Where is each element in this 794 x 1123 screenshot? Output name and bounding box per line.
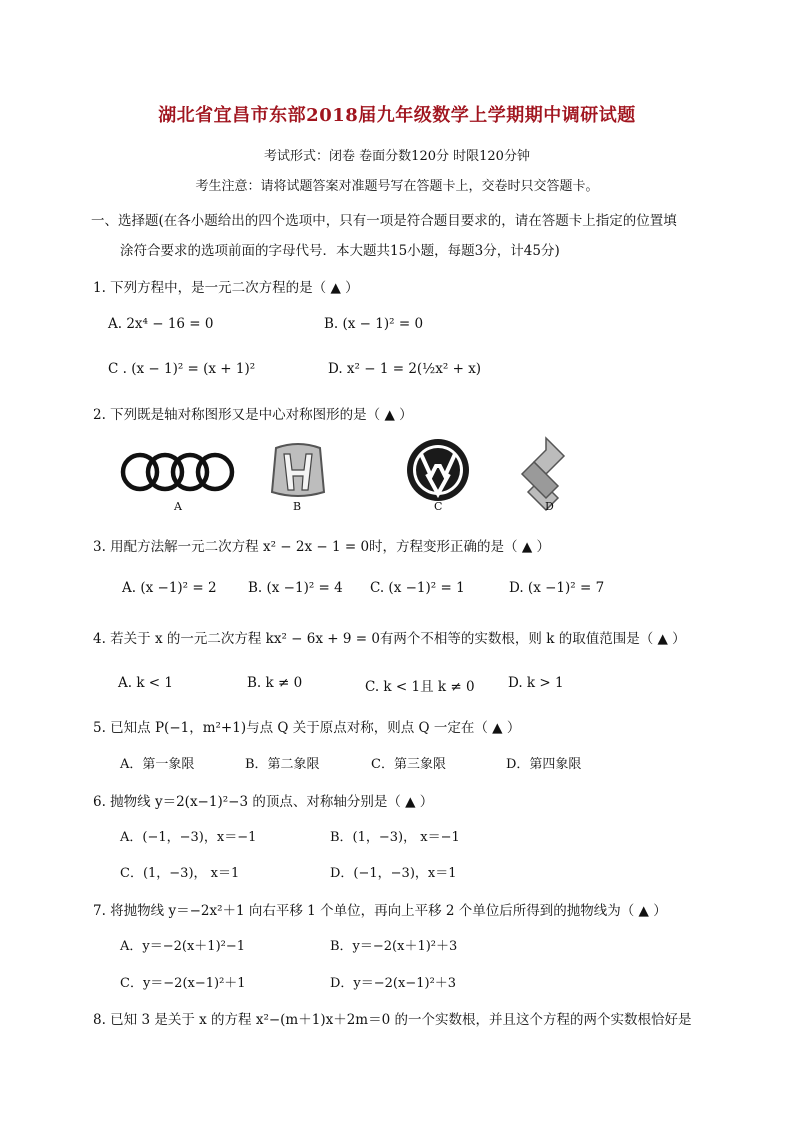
question-4-option-c: C. k < 1且 k ≠ 0 <box>365 679 475 695</box>
figure-label-b: B <box>293 500 302 513</box>
question-7-option-d: D．y＝−2(x−1)²＋3 <box>330 976 457 991</box>
question-6-option-d: D．(−1，−3)，x＝1 <box>330 866 457 881</box>
exam-notice: 考生注意：请将试题答案对准题号写在答题卡上，交卷时只交答题卡。 <box>195 179 599 194</box>
figure-label-a: A <box>174 500 182 513</box>
question-6-stem: 6. 抛物线 y＝2(x−1)²−3 的顶点、对称轴分别是（ ▲ ） <box>93 794 434 810</box>
audi-rings-icon <box>123 455 232 489</box>
question-6-option-b: B．(1，−3)， x＝−1 <box>330 830 460 845</box>
suzuki-logo-icon <box>522 438 564 510</box>
question-1-option-c: C . (x − 1)² = (x + 1)² <box>108 361 256 377</box>
question-4-option-b: B. k ≠ 0 <box>247 675 303 691</box>
question-7-option-a: A．y＝−2(x＋1)²−1 <box>120 939 246 954</box>
question-3-option-c: C. (x −1)² = 1 <box>370 580 465 596</box>
logo-figures <box>118 436 578 516</box>
question-7-stem: 7. 将抛物线 y＝−2x²＋1 向右平移 1 个单位，再向上平移 2 个单位后所得到的抛物线为（ ▲ ） <box>93 903 667 919</box>
question-3-option-a: A. (x −1)² = 2 <box>122 580 217 596</box>
question-3-option-b: B. (x −1)² = 4 <box>248 580 343 596</box>
question-5-option-d: D．第四象限 <box>506 757 582 772</box>
question-3-option-d: D. (x −1)² = 7 <box>509 580 605 596</box>
question-5-stem: 5. 已知点 P(−1，m²+1)与点 Q 关于原点对称，则点 Q 一定在（ ▲ ） <box>93 720 521 736</box>
honda-logo-icon <box>272 444 324 496</box>
section-heading-line2: 涂符合要求的选项前面的字母代号．本大题共15小题，每题3分，计45分) <box>120 243 560 259</box>
question-4-option-a: A. k < 1 <box>118 675 173 691</box>
question-1-stem: 1. 下列方程中，是一元二次方程的是（ ▲ ） <box>93 280 359 296</box>
question-5-option-a: A．第一象限 <box>120 757 195 772</box>
figure-label-c: C <box>434 500 443 513</box>
question-4-stem: 4. 若关于 x 的一元二次方程 kx² − 6x + 9 = 0有两个不相等的实数根，则 k 的取值范围是（ ▲ ） <box>93 631 686 647</box>
question-6-option-a: A．(−1，−3)，x＝−1 <box>120 830 257 845</box>
volkswagen-logo-icon <box>407 439 469 501</box>
page-title: 湖北省宜昌市东部2018届九年级数学上学期期中调研试题 <box>158 105 636 126</box>
question-3-stem: 3. 用配方法解一元二次方程 x² − 2x − 1 = 0时，方程变形正确的是（ ▲ ） <box>93 539 551 555</box>
figure-label-d: D <box>545 500 554 513</box>
question-5-option-b: B．第二象限 <box>245 757 320 772</box>
question-5-option-c: C．第三象限 <box>371 757 446 772</box>
question-8-stem: 8. 已知 3 是关于 x 的方程 x²−(m＋1)x＋2m＝0 的一个实数根，并且这个方程的两个实数根恰好是 <box>93 1012 692 1028</box>
exam-info: 考试形式：闭卷 卷面分数120分 时限120分钟 <box>264 149 530 164</box>
question-7-option-b: B．y＝−2(x＋1)²＋3 <box>330 939 458 954</box>
question-1-option-b: B. (x − 1)² = 0 <box>324 316 424 332</box>
question-6-option-c: C．(1，−3)， x＝1 <box>120 866 240 881</box>
question-4-option-d: D. k > 1 <box>508 675 564 691</box>
question-1-option-a: A. 2x⁴ − 16 = 0 <box>108 316 214 332</box>
section-heading-line1: 一、选择题(在各小题给出的四个选项中，只有一项是符合题目要求的，请在答题卡上指定的位置填 <box>91 213 677 229</box>
question-7-option-c: C．y＝−2(x−1)²＋1 <box>120 976 246 991</box>
question-1-option-d: D. x² − 1 = 2(½x² + x) <box>328 361 482 377</box>
question-2-stem: 2. 下列既是轴对称图形又是中心对称图形的是（ ▲ ） <box>93 407 413 423</box>
